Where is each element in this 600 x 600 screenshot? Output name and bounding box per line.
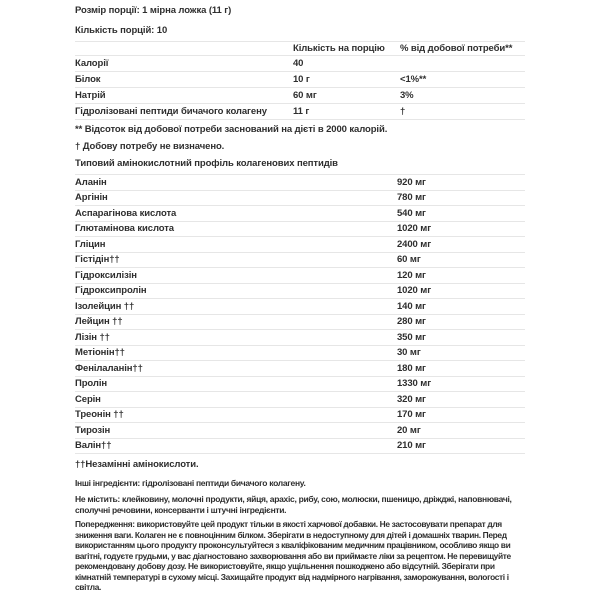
facts-row-label: Калорії <box>75 58 109 69</box>
amino-label: Треонін †† <box>75 409 124 421</box>
facts-row <box>75 104 525 120</box>
amino-label: Гістідін†† <box>75 254 120 266</box>
facts-row-amount: 10 г <box>293 74 310 85</box>
amino-amount: 140 мг <box>397 300 426 312</box>
facts-row <box>75 56 525 72</box>
servings-count-text: Кількість порцій: 10 <box>75 25 168 36</box>
amino-amount: 780 мг <box>397 192 426 204</box>
amino-amount: 180 мг <box>397 362 426 374</box>
amino-row <box>75 408 525 424</box>
amino-profile-table <box>75 174 525 454</box>
amino-row <box>75 439 525 455</box>
facts-header-row <box>75 42 525 56</box>
amino-row <box>75 361 525 377</box>
facts-row-label: Гідролізовані пептиди бичачого колагену <box>75 106 267 117</box>
amino-row <box>75 346 525 362</box>
amino-amount: 2400 мг <box>397 238 432 250</box>
amino-row <box>75 268 525 284</box>
amino-amount: 30 мг <box>397 347 421 359</box>
amino-label: Гліцин <box>75 238 106 250</box>
amino-label: Аланін <box>75 176 107 188</box>
amino-amount: 350 мг <box>397 331 426 343</box>
amino-row <box>75 330 525 346</box>
amino-row <box>75 423 525 439</box>
facts-header-dv: % від добової потреби** <box>400 43 513 54</box>
amino-row <box>75 299 525 315</box>
amino-label: Лейцин †† <box>75 316 123 328</box>
amino-amount: 1020 мг <box>397 223 432 235</box>
warnings-text: Попередження: використовуйте цей продукт тільки в якості харчової добавки. Не застосовувати препарат для зниження ваги. Колаген не є повноцінним білком. Зберігати в недоступному для дітей і домашніх тварин. Перед використанням цього продукту проконсультуйтеся з кваліфікованим медичним працівником, особливо якщо ви вагітні, годуєте грудьми, у вас діагностовано захворювання або ви приймаєте ліки за рецептом. Не перевищуйте рекомендовану добову дозу. Не використовуйте, якщо ущільнення пошкоджено або відсутній. Зберігати при кімнатній температурі в сухому місці. Захищайте продукт від надмірного нагрівання, заморожування, вологості і світла. <box>75 519 511 592</box>
facts-row <box>75 72 525 88</box>
essential-amino-note: ††Незамінні амінокислоти. <box>75 459 199 470</box>
percent-daily-value-note: ** Відсоток від добової потреби заснований на дієті в 2000 калорій. <box>75 124 388 135</box>
facts-row-dv: <1%** <box>400 74 427 85</box>
amino-label: Ізолейцин †† <box>75 300 135 312</box>
amino-amount: 60 мг <box>397 254 421 266</box>
amino-profile-title: Типовий амінокислотний профіль колагенових пептидів <box>75 158 338 169</box>
amino-amount: 120 мг <box>397 269 426 281</box>
amino-row <box>75 392 525 408</box>
amino-label: Аспарагінова кислота <box>75 207 177 219</box>
amino-amount: 20 мг <box>397 424 421 436</box>
amino-row <box>75 253 525 269</box>
does-not-contain-text: Не містить: клейковину, молочні продукти, яйця, арахіс, рибу, сою, молюски, пшеницю, дріжджі, наповнювачі, сполучні речовини, консерванти і штучні інгредієнти. <box>75 494 512 515</box>
facts-row <box>75 88 525 104</box>
amino-row <box>75 175 525 191</box>
facts-header-amount: Кількість на порцію <box>293 43 385 54</box>
amino-row <box>75 191 525 207</box>
amino-label: Тирозін <box>75 424 111 436</box>
amino-row <box>75 315 525 331</box>
amino-amount: 320 мг <box>397 393 426 405</box>
amino-label: Серін <box>75 393 101 405</box>
amino-amount: 1020 мг <box>397 285 432 297</box>
facts-row-dv: 3% <box>400 90 414 101</box>
facts-row-label: Натрій <box>75 90 106 101</box>
amino-row <box>75 222 525 238</box>
amino-amount: 540 мг <box>397 207 426 219</box>
amino-label: Гідроксипролін <box>75 285 147 297</box>
amino-amount: 210 мг <box>397 440 426 452</box>
amino-label: Метіонін†† <box>75 347 125 359</box>
amino-label: Пролін <box>75 378 108 390</box>
amino-label: Аргінін <box>75 192 108 204</box>
amino-label: Глютамінова кислота <box>75 223 174 235</box>
facts-row-amount: 60 мг <box>293 90 317 101</box>
amino-row <box>75 377 525 393</box>
facts-row-amount: 40 <box>293 58 304 69</box>
amino-row <box>75 206 525 222</box>
amino-amount: 920 мг <box>397 176 426 188</box>
facts-table <box>75 41 525 120</box>
amino-label: Валін†† <box>75 440 112 452</box>
amino-label: Фенілаланін†† <box>75 362 143 374</box>
facts-row-label: Білок <box>75 74 101 85</box>
amino-label: Гідроксилізін <box>75 269 137 281</box>
facts-row-dv: † <box>400 106 406 117</box>
facts-row-amount: 11 г <box>293 106 310 117</box>
other-ingredients-text: Інші інгредієнти: гідролізовані пептиди бичачого колагену. <box>75 478 306 488</box>
amino-row <box>75 237 525 253</box>
amino-row <box>75 284 525 300</box>
serving-size-text: Розмір порції: 1 мірна ложка (11 г) <box>75 5 232 16</box>
amino-label: Лізін †† <box>75 331 110 343</box>
amino-amount: 170 мг <box>397 409 426 421</box>
daily-value-undetermined-note: † Добову потребу не визначено. <box>75 141 225 152</box>
amino-amount: 1330 мг <box>397 378 432 390</box>
amino-amount: 280 мг <box>397 316 426 328</box>
